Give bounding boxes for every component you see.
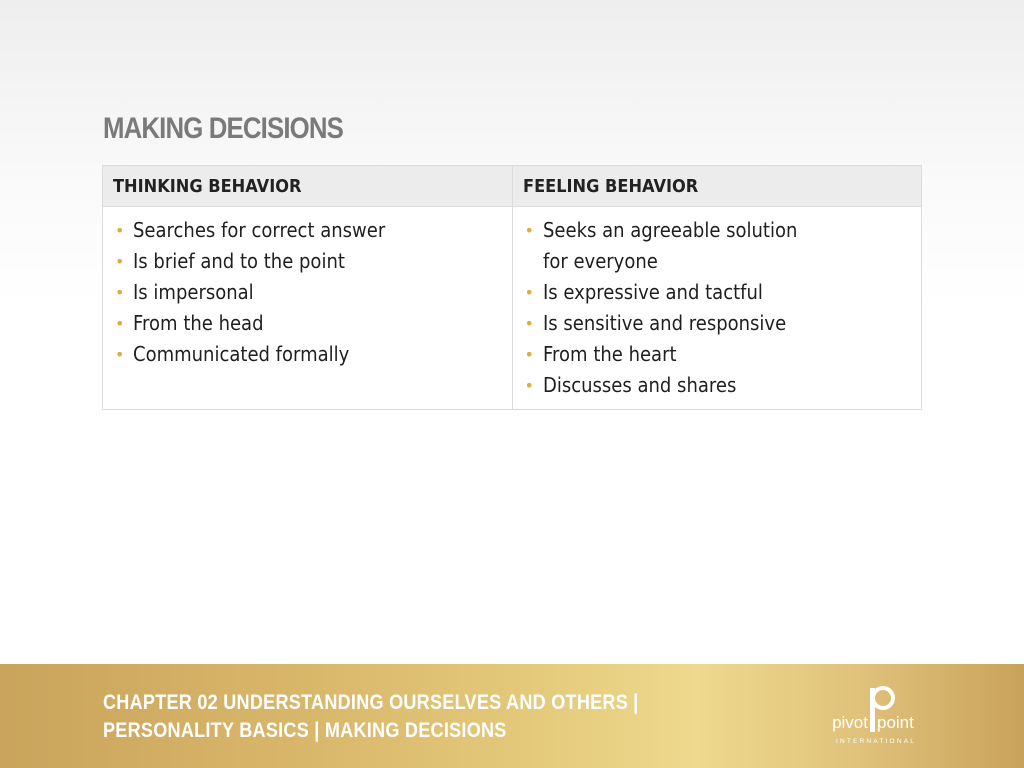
thinking-cell xyxy=(103,207,513,410)
logo-word-pivot: pivot xyxy=(832,713,868,732)
logo-word-point: point xyxy=(877,713,914,732)
bullet-icon: • xyxy=(524,376,534,395)
logo-tagline: INTERNATIONAL xyxy=(835,738,917,745)
footer-line-1: CHAPTER 02 UNDERSTANDING OURSELVES AND OTHERS | xyxy=(103,691,639,714)
bullet-icon: • xyxy=(115,314,125,333)
bullet-icon: • xyxy=(115,283,125,302)
logo-circle-icon xyxy=(873,688,893,708)
slide-title: MAKING DECISIONS xyxy=(103,112,343,145)
list-item: • Discusses and shares xyxy=(525,370,912,401)
list-item: • Is brief and to the point xyxy=(115,246,502,277)
feeling-list xyxy=(525,215,912,401)
table-row xyxy=(103,207,922,410)
feeling-cell xyxy=(512,207,922,410)
bullet-icon: • xyxy=(115,252,125,271)
pivot-point-logo xyxy=(820,686,930,748)
list-item: • Is expressive and tactful xyxy=(525,277,912,308)
thinking-list xyxy=(115,215,502,370)
list-item: • Communicated formally xyxy=(115,339,502,370)
list-item: • Is sensitive and responsive xyxy=(525,308,912,339)
column-header-thinking: THINKING BEHAVIOR xyxy=(103,166,513,207)
footer-line-2: PERSONALITY BASICS | MAKING DECISIONS xyxy=(103,719,507,742)
bullet-icon: • xyxy=(524,283,534,302)
column-header-feeling: FEELING BEHAVIOR xyxy=(512,166,922,207)
bullet-icon: • xyxy=(115,345,125,364)
comparison-table xyxy=(102,165,922,410)
list-item: • Seeks an agreeable solution for everyone xyxy=(525,215,912,277)
bullet-icon: • xyxy=(524,221,534,240)
table-header-row xyxy=(103,166,922,207)
list-item: • From the heart xyxy=(525,339,912,370)
bullet-icon: • xyxy=(524,314,534,333)
footer-breadcrumb xyxy=(103,689,663,745)
list-item: • Is impersonal xyxy=(115,277,502,308)
bullet-icon: • xyxy=(524,345,534,364)
list-item: • Searches for correct answer xyxy=(115,215,502,246)
list-item: • From the head xyxy=(115,308,502,339)
bullet-icon: • xyxy=(115,221,125,240)
